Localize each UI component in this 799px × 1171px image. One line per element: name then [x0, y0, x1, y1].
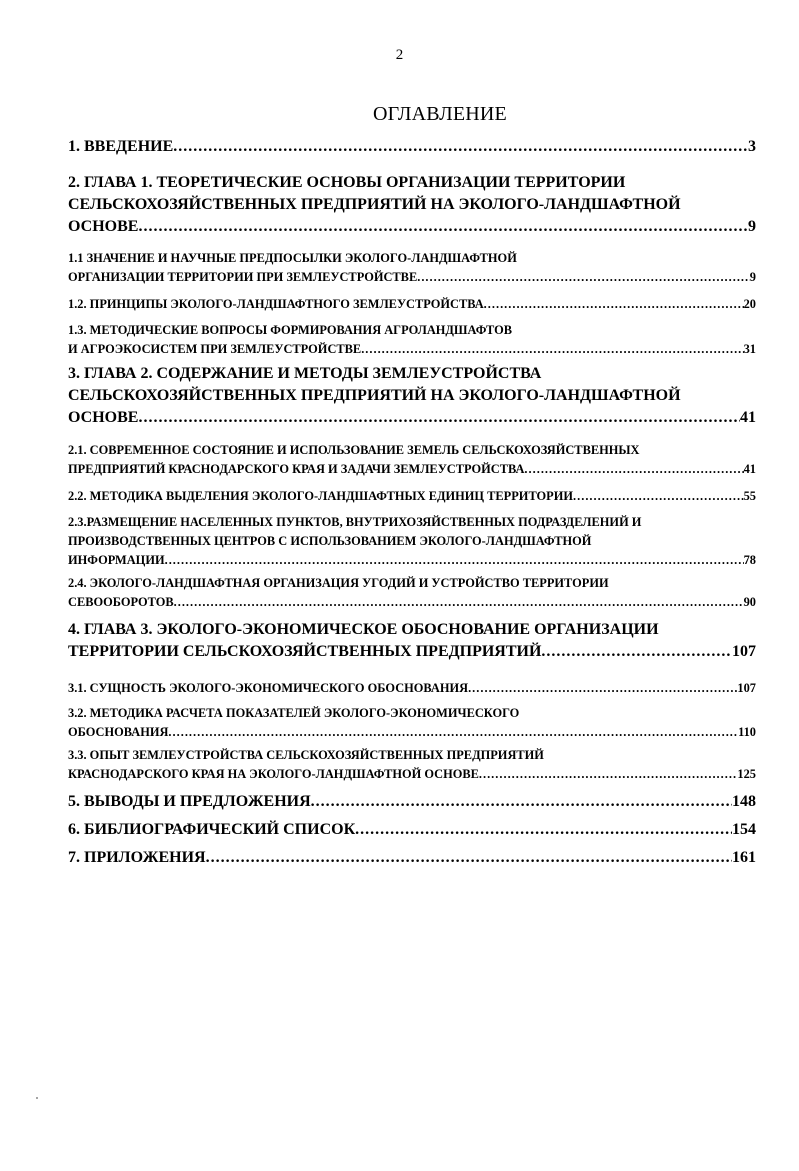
dot-leader	[361, 340, 743, 359]
toc-title: ОГЛАВЛЕНИЕ	[373, 103, 507, 125]
toc-page-ref: 20	[743, 297, 756, 311]
toc-entry-section-2-3[interactable]	[68, 513, 756, 570]
toc-page-ref: 41	[743, 462, 756, 476]
toc-entry-text: ОСНОВЕ	[68, 218, 139, 235]
scan-speck	[36, 1097, 38, 1099]
toc-entry-text: ОРГАНИЗАЦИИ ТЕРРИТОРИИ ПРИ ЗЕМЛЕУСТРОЙСТВЕ	[68, 270, 418, 284]
toc-entry-section-2-1[interactable]	[68, 441, 756, 479]
toc-entry-section-2-2[interactable]	[68, 487, 756, 506]
toc-page-ref: 148	[732, 793, 756, 810]
toc-entry-text: ТЕРРИТОРИИ СЕЛЬСКОХОЗЯЙСТВЕННЫХ ПРЕДПРИЯТИЙ	[68, 643, 542, 660]
dot-leader	[174, 593, 744, 612]
toc-entry-line: 2.3.РАЗМЕЩЕНИЕ НАСЕЛЕННЫХ ПУНКТОВ, ВНУТРИХОЗЯЙСТВЕННЫХ ПОДРАЗДЕЛЕНИЙ И	[68, 515, 642, 529]
toc-entry-text: ОБОСНОВАНИЯ	[68, 725, 169, 739]
toc-page-ref: 161	[732, 849, 756, 866]
toc-entry-section-1-1[interactable]	[68, 249, 756, 287]
toc-entry-section-3-2[interactable]	[68, 704, 756, 742]
toc-entry-line: 3. ГЛАВА 2. СОДЕРЖАНИЕ И МЕТОДЫ ЗЕМЛЕУСТРОЙСТВА	[68, 365, 542, 382]
toc-entry-conclusions[interactable]	[68, 791, 756, 813]
toc-page-ref: 41	[740, 409, 756, 426]
page-number: 2	[395, 47, 404, 63]
toc-entry-section-3-1[interactable]	[68, 679, 756, 698]
toc-entry-line: 2.1. СОВРЕМЕННОЕ СОСТОЯНИЕ И ИСПОЛЬЗОВАНИЕ ЗЕМЕЛЬ СЕЛЬСКОХОЗЯЙСТВЕННЫХ	[68, 443, 640, 457]
toc-entry-appendices[interactable]	[68, 847, 756, 869]
dot-leader	[417, 268, 750, 287]
dot-leader	[541, 641, 732, 663]
dot-leader	[479, 765, 738, 784]
dot-leader	[524, 460, 743, 479]
dot-leader	[311, 791, 732, 813]
dot-leader	[484, 295, 744, 314]
toc-entry-line: ПРОИЗВОДСТВЕННЫХ ЦЕНТРОВ С ИСПОЛЬЗОВАНИЕМ ЭКОЛОГО-ЛАНДШАФТНОЙ	[68, 534, 592, 548]
toc-entry-line: СЕЛЬСКОХОЗЯЙСТВЕННЫХ ПРЕДПРИЯТИЙ НА ЭКОЛОГО-ЛАНДШАФТНОЙ	[68, 387, 681, 404]
toc-page-ref: 9	[748, 218, 756, 235]
toc-page-ref: 107	[732, 643, 756, 660]
toc-page-ref: 9	[749, 270, 756, 284]
toc-entry-line: 4. ГЛАВА 3. ЭКОЛОГО-ЭКОНОМИЧЕСКОЕ ОБОСНОВАНИЕ ОРГАНИЗАЦИИ	[68, 621, 659, 638]
dot-leader	[138, 407, 740, 429]
dot-leader	[468, 679, 737, 698]
toc-entry-text: СЕВООБОРОТОВ	[68, 595, 174, 609]
toc-page-ref: 90	[743, 595, 756, 609]
toc-entry-chapter-2[interactable]	[68, 363, 756, 429]
toc-entry-section-3-3[interactable]	[68, 746, 756, 784]
dot-leader	[165, 551, 744, 570]
dot-leader	[173, 136, 748, 158]
toc-page-ref: 78	[743, 553, 756, 567]
toc-entry-line: 2.4. ЭКОЛОГО-ЛАНДШАФТНАЯ ОРГАНИЗАЦИЯ УГОДИЙ И УСТРОЙСТВО ТЕРРИТОРИИ	[68, 576, 609, 590]
toc-entry-text: ОСНОВЕ	[68, 409, 139, 426]
toc-entry-line: 1.1 ЗНАЧЕНИЕ И НАУЧНЫЕ ПРЕДПОСЫЛКИ ЭКОЛОГО-ЛАНДШАФТНОЙ	[68, 251, 517, 265]
toc-page-ref: 107	[737, 681, 756, 695]
toc-entry-section-1-2[interactable]	[68, 295, 756, 314]
toc-entry-bibliography[interactable]	[68, 819, 756, 841]
dot-leader	[355, 819, 732, 841]
toc-entry-text: ИНФОРМАЦИИ	[68, 553, 165, 567]
toc-page-ref: 125	[737, 767, 756, 781]
toc-page-ref: 31	[743, 342, 756, 356]
toc-entry-introduction[interactable]	[68, 136, 756, 158]
toc-page-ref: 110	[738, 725, 756, 739]
toc-entry-section-1-3[interactable]	[68, 321, 756, 359]
toc-entry-text: 1. ВВЕДЕНИЕ	[68, 138, 174, 155]
dot-leader	[206, 847, 732, 869]
toc-page-ref: 154	[732, 821, 756, 838]
dot-leader	[573, 487, 744, 506]
toc-entry-text: 6. БИБЛИОГРАФИЧЕСКИЙ СПИСОК	[68, 821, 356, 838]
toc-entry-text: 1.2. ПРИНЦИПЫ ЭКОЛОГО-ЛАНДШАФТНОГО ЗЕМЛЕУСТРОЙСТВА	[68, 297, 484, 311]
toc-entry-line: 3.2. МЕТОДИКА РАСЧЕТА ПОКАЗАТЕЛЕЙ ЭКОЛОГО-ЭКОНОМИЧЕСКОГО	[68, 706, 520, 720]
toc-entry-line: 1.3. МЕТОДИЧЕСКИЕ ВОПРОСЫ ФОРМИРОВАНИЯ АГРОЛАНДШАФТОВ	[68, 323, 513, 337]
toc-entry-chapter-1[interactable]	[68, 172, 756, 238]
toc-entry-text: И АГРОЭКОСИСТЕМ ПРИ ЗЕМЛЕУСТРОЙСТВЕ	[68, 342, 362, 356]
toc-entry-line: 3.3. ОПЫТ ЗЕМЛЕУСТРОЙСТВА СЕЛЬСКОХОЗЯЙСТВЕННЫХ ПРЕДПРИЯТИЙ	[68, 748, 544, 762]
dot-leader	[138, 216, 748, 238]
toc-entry-text: 3.1. СУЩНОСТЬ ЭКОЛОГО-ЭКОНОМИЧЕСКОГО ОБОСНОВАНИЯ	[68, 681, 469, 695]
toc-entry-line: СЕЛЬСКОХОЗЯЙСТВЕННЫХ ПРЕДПРИЯТИЙ НА ЭКОЛОГО-ЛАНДШАФТНОЙ	[68, 196, 681, 213]
toc-entry-text: КРАСНОДАРСКОГО КРАЯ НА ЭКОЛОГО-ЛАНДШАФТНОЙ ОСНОВЕ	[68, 767, 479, 781]
toc-entry-section-2-4[interactable]	[68, 574, 756, 612]
toc-page-ref: 55	[743, 489, 756, 503]
toc-entry-text: ПРЕДПРИЯТИЙ КРАСНОДАРСКОГО КРАЯ И ЗАДАЧИ ЗЕМЛЕУСТРОЙСТВА	[68, 462, 525, 476]
toc-page-ref: 3	[748, 138, 756, 155]
toc-entry-text: 5. ВЫВОДЫ И ПРЕДЛОЖЕНИЯ	[68, 793, 311, 810]
toc-entry-line: 2. ГЛАВА 1. ТЕОРЕТИЧЕСКИЕ ОСНОВЫ ОРГАНИЗАЦИИ ТЕРРИТОРИИ	[68, 174, 626, 191]
dot-leader	[168, 723, 738, 742]
toc-entry-text: 7. ПРИЛОЖЕНИЯ	[68, 849, 206, 866]
toc-entry-chapter-3[interactable]	[68, 619, 756, 663]
toc-entry-text: 2.2. МЕТОДИКА ВЫДЕЛЕНИЯ ЭКОЛОГО-ЛАНДШАФТНЫХ ЕДИНИЦ ТЕРРИТОРИИ	[68, 489, 574, 503]
